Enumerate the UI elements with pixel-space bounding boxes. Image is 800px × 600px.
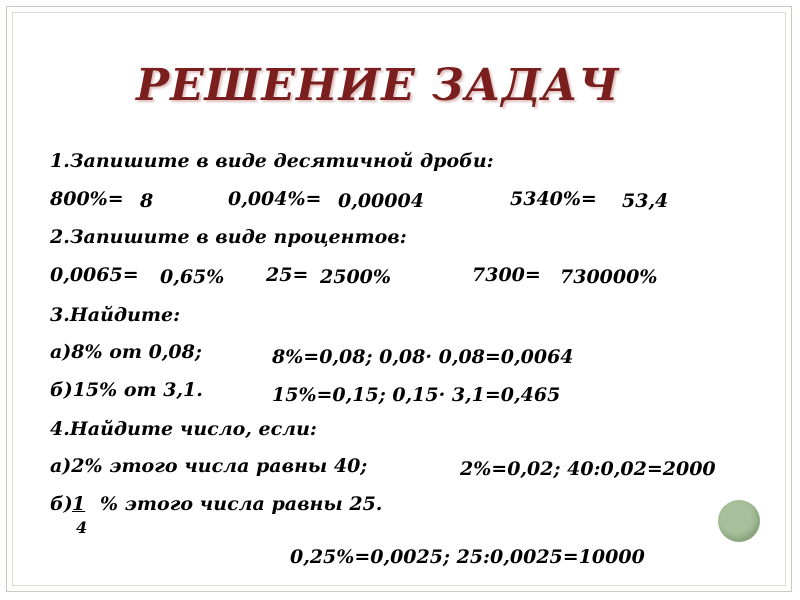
task4-a-answer: 2%=0,02; 40:0,02=2000 — [460, 458, 716, 480]
task2-q1: 0,0065= — [50, 264, 139, 286]
task2-heading: 2.Запишите в виде процентов: — [50, 226, 407, 248]
task4-a-question: а)2% этого числа равны 40; — [50, 455, 368, 477]
task3-a-question: а)8% от 0,08; — [50, 341, 202, 363]
fraction-denominator: 4 — [76, 518, 88, 537]
task1-a3: 53,4 — [622, 190, 669, 212]
task1-q1: 800%= — [50, 188, 124, 210]
task1-a2: 0,00004 — [338, 190, 424, 212]
fraction-numerator: 1 — [72, 493, 86, 515]
task1-q2: 0,004%= — [228, 188, 322, 210]
task3-a-answer: 8%=0,08; 0,08· 0,08=0,0064 — [272, 346, 574, 368]
task4-heading: 4.Найдите число, если: — [50, 418, 317, 440]
task2-a2: 2500% — [320, 266, 391, 288]
task1-a1: 8 — [140, 190, 154, 212]
task2-q3: 7300= — [472, 264, 541, 286]
decorative-circle — [718, 500, 760, 542]
task1-heading: 1.Запишите в виде десятичной дроби: — [50, 150, 494, 172]
task3-b-answer: 15%=0,15; 0,15· 3,1=0,465 — [272, 384, 561, 406]
task4-b-prefix: б) — [50, 493, 73, 515]
task3-heading: 3.Найдите: — [50, 304, 181, 326]
task3-b-question: б)15% от 3,1. — [50, 379, 203, 401]
task4-b-answer: 0,25%=0,0025; 25:0,0025=10000 — [290, 546, 645, 568]
task2-a1: 0,65% — [160, 266, 225, 288]
task4-b-rest: % этого числа равны 25. — [100, 493, 383, 515]
page-title: РЕШЕНИЕ ЗАДАЧ — [136, 60, 620, 111]
task2-a3: 730000% — [560, 266, 658, 288]
task2-q2: 25= — [266, 264, 309, 286]
task1-q3: 5340%= — [510, 188, 597, 210]
